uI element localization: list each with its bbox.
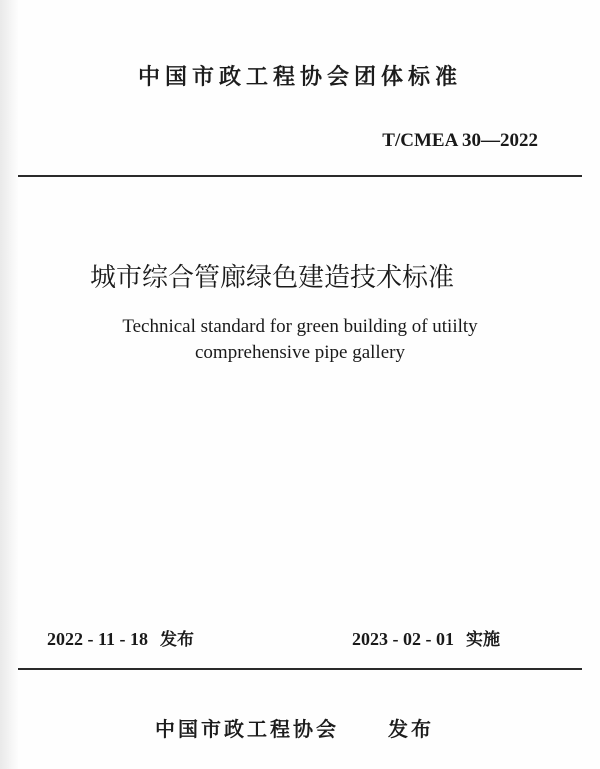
bottom-divider [18, 668, 582, 670]
implement-date-block [352, 625, 500, 650]
page-edge-shadow [0, 0, 18, 769]
title-english [0, 314, 600, 366]
issue-label: 发布 [160, 630, 194, 650]
top-divider [18, 175, 582, 177]
standard-number: T/CMEA 30—2022 [382, 130, 538, 151]
title-chinese: 城市综合管廊绿色建造技术标准 [90, 263, 455, 293]
publish-label: 发布 [388, 717, 434, 741]
title-english-line-1: Technical standard for green building of utiilty [122, 316, 478, 337]
implement-date: 2023 - 02 - 01 [352, 629, 454, 649]
organization-standard-label: 中国市政工程协会团体标准 [137, 65, 462, 90]
issue-date-block [47, 625, 194, 650]
implement-label: 实施 [466, 630, 500, 650]
issue-date: 2022 - 11 - 18 [47, 629, 148, 649]
publisher-name: 中国市政工程协会 [155, 717, 339, 741]
title-english-line-2: comprehensive pipe gallery [195, 342, 405, 363]
